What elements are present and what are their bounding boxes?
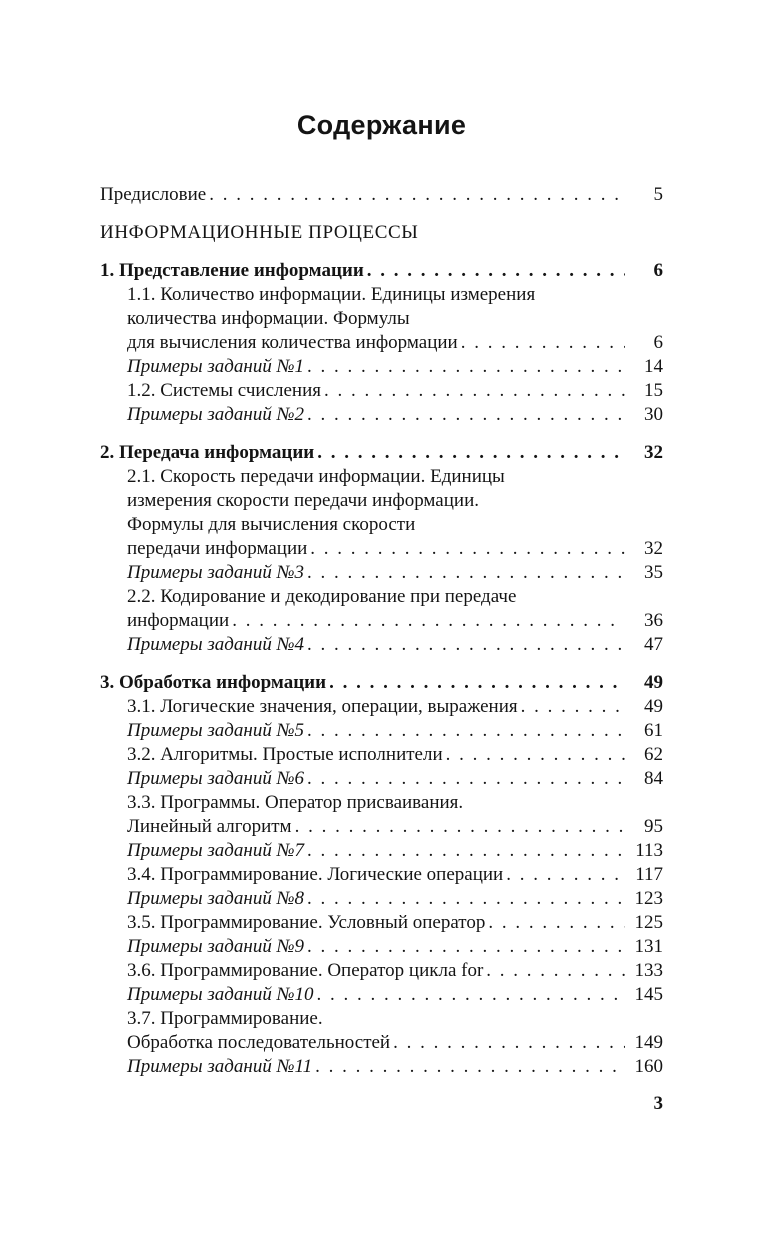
toc-page-number: 84 [644, 768, 663, 789]
toc-entry-text: Примеры заданий №3 [127, 562, 305, 583]
toc-entry-last-line [127, 537, 663, 561]
toc-page-number: 145 [634, 984, 663, 1005]
toc-entry-last-line [127, 1031, 663, 1055]
toc-page-number: 160 [634, 1056, 663, 1077]
toc-entry-text: информации [127, 610, 230, 631]
toc-entry-text: измерения скорости передачи информации. [127, 490, 479, 511]
toc-entry-text: 3.6. Программирование. Оператор цикла for [127, 960, 484, 981]
toc-entry-last-line [100, 221, 663, 245]
toc-entry-last-line [127, 609, 663, 633]
toc-entry-text: Примеры заданий №1 [127, 356, 305, 377]
toc-entry-text: для вычисления количества информации [127, 332, 458, 353]
toc-page-number: 149 [634, 1032, 663, 1053]
toc-entry [100, 935, 663, 959]
toc-entry-text: 3. Обработка информации [100, 672, 327, 693]
toc-entry [100, 355, 663, 379]
dot-leader [486, 959, 625, 983]
toc-entry-text: 3.7. Программирование. [127, 1008, 323, 1029]
toc-page-number: 123 [634, 888, 663, 909]
toc-entry [100, 221, 663, 245]
toc-entry-text: Примеры заданий №6 [127, 768, 305, 789]
dot-leader [307, 355, 625, 379]
toc-entry-last-line [100, 441, 663, 465]
dot-leader [307, 935, 625, 959]
toc-page-number: 5 [653, 184, 663, 205]
toc-entry [100, 403, 663, 427]
toc-entry [100, 839, 663, 863]
toc-entry-text: 3.5. Программирование. Условный оператор [127, 912, 486, 933]
dot-leader [506, 863, 625, 887]
toc-entry-text: Примеры заданий №11 [127, 1056, 313, 1077]
toc-entry [100, 259, 663, 283]
toc-entry [100, 959, 663, 983]
toc-entry-text: 2.1. Скорость передачи информации. Единицы [127, 466, 505, 487]
toc-entry-last-line [127, 403, 663, 427]
toc-entry-text: Линейный алгоритм [127, 816, 292, 837]
dot-leader [232, 609, 625, 633]
toc-page-number: 61 [644, 720, 663, 741]
toc-entry-last-line [127, 633, 663, 657]
toc-entry-last-line [127, 863, 663, 887]
toc-page-number: 30 [644, 404, 663, 425]
toc-entry-text: Примеры заданий №2 [127, 404, 305, 425]
toc-entry-last-line [127, 561, 663, 585]
toc-entry-text: передачи информации [127, 538, 308, 559]
toc-entry [100, 719, 663, 743]
toc-entry-text: 1. Представление информации [100, 260, 364, 281]
toc-entry [100, 183, 663, 207]
toc-entry-text: 2. Передача информации [100, 442, 315, 463]
footer-page-number: 3 [653, 1093, 663, 1114]
toc-page-number: 49 [644, 696, 663, 717]
dot-leader [329, 671, 625, 695]
toc-page-number: 15 [644, 380, 663, 401]
dot-leader [307, 403, 625, 427]
toc-entry-text: 3.4. Программирование. Логические операции [127, 864, 504, 885]
toc-entry [100, 1007, 663, 1055]
dot-leader [307, 887, 625, 911]
toc-entry-text: 3.3. Программы. Оператор присваивания. [127, 792, 464, 813]
toc-entry-last-line [127, 887, 663, 911]
toc-entry-text: Примеры заданий №9 [127, 936, 305, 957]
toc-entry [100, 983, 663, 1007]
toc-entry-last-line [127, 331, 663, 355]
toc-entry-text: Примеры заданий №8 [127, 888, 305, 909]
dot-leader [324, 379, 625, 403]
toc-entry [100, 585, 663, 633]
toc-entry-last-line [127, 743, 663, 767]
toc-entry [100, 887, 663, 911]
toc-entry-text: Примеры заданий №4 [127, 634, 305, 655]
dot-leader [209, 183, 625, 207]
toc-entry [100, 743, 663, 767]
toc-entry [100, 441, 663, 465]
toc-entry-text: Формулы для вычисления скорости [127, 514, 416, 535]
toc-entry [100, 1055, 663, 1079]
toc-page-number: 131 [634, 936, 663, 957]
toc-entry-last-line [127, 355, 663, 379]
dot-leader [307, 633, 625, 657]
toc-entry-text: Примеры заданий №5 [127, 720, 305, 741]
dot-leader [393, 1031, 625, 1055]
toc-page-number: 125 [634, 912, 663, 933]
toc-page-number: 6 [653, 260, 663, 281]
toc-page-number: 117 [635, 864, 663, 885]
toc-entry [100, 671, 663, 695]
toc-entry-last-line [127, 911, 663, 935]
toc-entry-text: Примеры заданий №10 [127, 984, 314, 1005]
dot-leader [295, 815, 625, 839]
toc-page-number: 32 [644, 442, 663, 463]
toc-page-number: 49 [644, 672, 663, 693]
dot-leader [521, 695, 625, 719]
dot-leader [307, 839, 625, 863]
toc-entry-text: Предисловие [100, 184, 207, 205]
dot-leader [461, 331, 625, 355]
toc-page-number: 133 [634, 960, 663, 981]
toc-list [100, 183, 663, 1079]
dot-leader [307, 561, 625, 585]
toc-entry [100, 379, 663, 403]
toc-entry-text: 3.2. Алгоритмы. Простые исполнители [127, 744, 443, 765]
toc-entry [100, 561, 663, 585]
toc-entry [100, 465, 663, 561]
dot-leader [367, 259, 625, 283]
toc-entry [100, 633, 663, 657]
toc-entry-last-line [127, 959, 663, 983]
toc-entry [100, 863, 663, 887]
toc-entry-text: 2.2. Кодирование и декодирование при передаче [127, 586, 517, 607]
dot-leader [307, 767, 625, 791]
dot-leader [307, 719, 625, 743]
toc-entry-text: 3.1. Логические значения, операции, выражения [127, 696, 518, 717]
toc-entry [100, 695, 663, 719]
toc-entry-last-line [100, 259, 663, 283]
toc-page-number: 36 [644, 610, 663, 631]
dot-leader [446, 743, 625, 767]
toc-entry [100, 911, 663, 935]
toc-entry-last-line [127, 1055, 663, 1079]
dot-leader [310, 537, 625, 561]
dot-leader [488, 911, 625, 935]
toc-entry [100, 791, 663, 839]
toc-page-number: 95 [644, 816, 663, 837]
toc-entry [100, 283, 663, 355]
toc-page-number: 113 [635, 840, 663, 861]
toc-entry-last-line [100, 183, 663, 207]
page-title: Содержание [296, 110, 467, 140]
toc-entry-last-line [127, 839, 663, 863]
toc-page-number: 6 [653, 332, 663, 353]
toc-entry-last-line [127, 815, 663, 839]
toc-entry-text: Обработка последовательностей [127, 1032, 391, 1053]
dot-leader [317, 441, 625, 465]
toc-entry-last-line [127, 935, 663, 959]
toc-entry-text: 1.2. Системы счисления [127, 380, 321, 401]
toc-entry-last-line [127, 719, 663, 743]
toc-entry-text: ИНФОРМАЦИОННЫЕ ПРОЦЕССЫ [100, 222, 419, 243]
toc-entry [100, 767, 663, 791]
toc-entry-text: 1.1. Количество информации. Единицы измерения [127, 284, 536, 305]
toc-page-number: 32 [644, 538, 663, 559]
toc-entry-text: Примеры заданий №7 [127, 840, 305, 861]
toc-entry-last-line [127, 379, 663, 403]
dot-leader [317, 983, 625, 1007]
toc-page-number: 14 [644, 356, 663, 377]
toc-page-number: 35 [644, 562, 663, 583]
toc-page-number: 47 [644, 634, 663, 655]
toc-entry-last-line [127, 767, 663, 791]
dot-leader [315, 1055, 625, 1079]
toc-page-number: 62 [644, 744, 663, 765]
toc-entry-text: количества информации. Формулы [127, 308, 410, 329]
toc-entry-last-line [127, 983, 663, 1007]
toc-entry-last-line [127, 695, 663, 719]
toc-entry-last-line [100, 671, 663, 695]
